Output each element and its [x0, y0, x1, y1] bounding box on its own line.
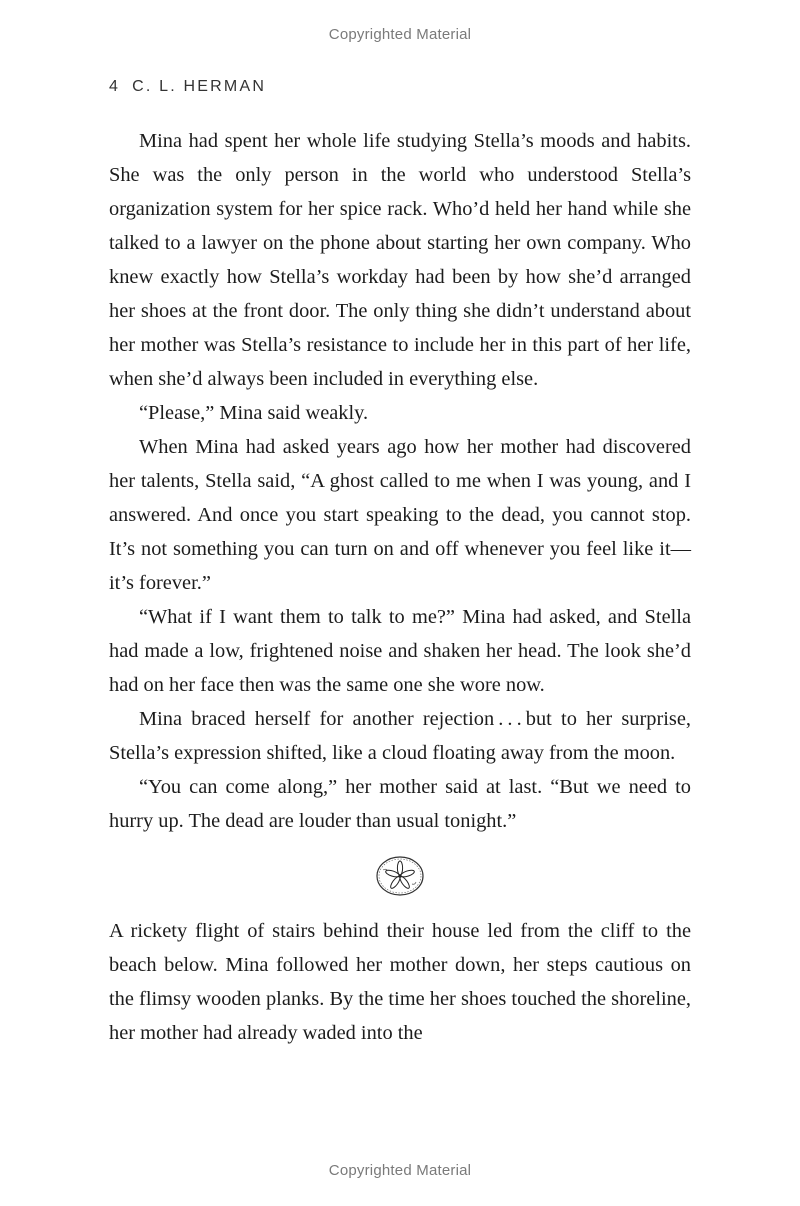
paragraph: When Mina had asked years ago how her mother had discovered her talents, Stella said, “A ghost called to me when I was young, and I answered. And once you start speaking to the dead, you cannot stop. It’s not something you can turn on and off whenever you feel like it—it’s forever.” [109, 436, 691, 594]
section-break [109, 838, 691, 914]
paragraph: Mina had spent her whole life studying Stella’s moods and habits. She was the only person in the world who understood Stella’s organization system for her spice rack. Who’d held her hand while she talked to a lawyer on the phone about starting her own company. Who knew exactly how Stella’s workday had been by how she’d arranged her shoes at the front door. The only thing she didn’t understand about her mother was Stella’s resistance to include her in this part of her life, when she’d always been included in everything else. [109, 130, 691, 390]
paragraph: “Please,” Mina said weakly. [139, 402, 369, 424]
copyright-footer: Copyrighted Material [328, 1162, 472, 1179]
copyright-header: Copyrighted Material [328, 26, 472, 43]
paragraph: “You can come along,” her mother said at last. “But we need to hurry up. The dead are louder than usual tonight.” [109, 776, 691, 832]
paragraph: A rickety flight of stairs behind their house led from the cliff to the beach below. Mina followed her mother down, her steps cautious on the flimsy wooden planks. By the time her shoes touched the shoreline, her mother had already waded into the [109, 920, 691, 1044]
running-head [109, 78, 266, 96]
paragraph: Mina braced herself for another rejection . . . but to her surprise, Stella’s expression shifted, like a cloud floating away from the moon. [109, 708, 691, 764]
body-text [109, 124, 691, 1050]
author-name: C. L. HERMAN [132, 78, 267, 95]
paragraph: “What if I want them to talk to me?” Mina had asked, and Stella had made a low, frightened noise and shaken her head. The look she’d had on her face then was the same one she wore now. [109, 606, 691, 696]
sand-dollar-icon [374, 854, 426, 898]
page-number: 4 [109, 78, 121, 95]
